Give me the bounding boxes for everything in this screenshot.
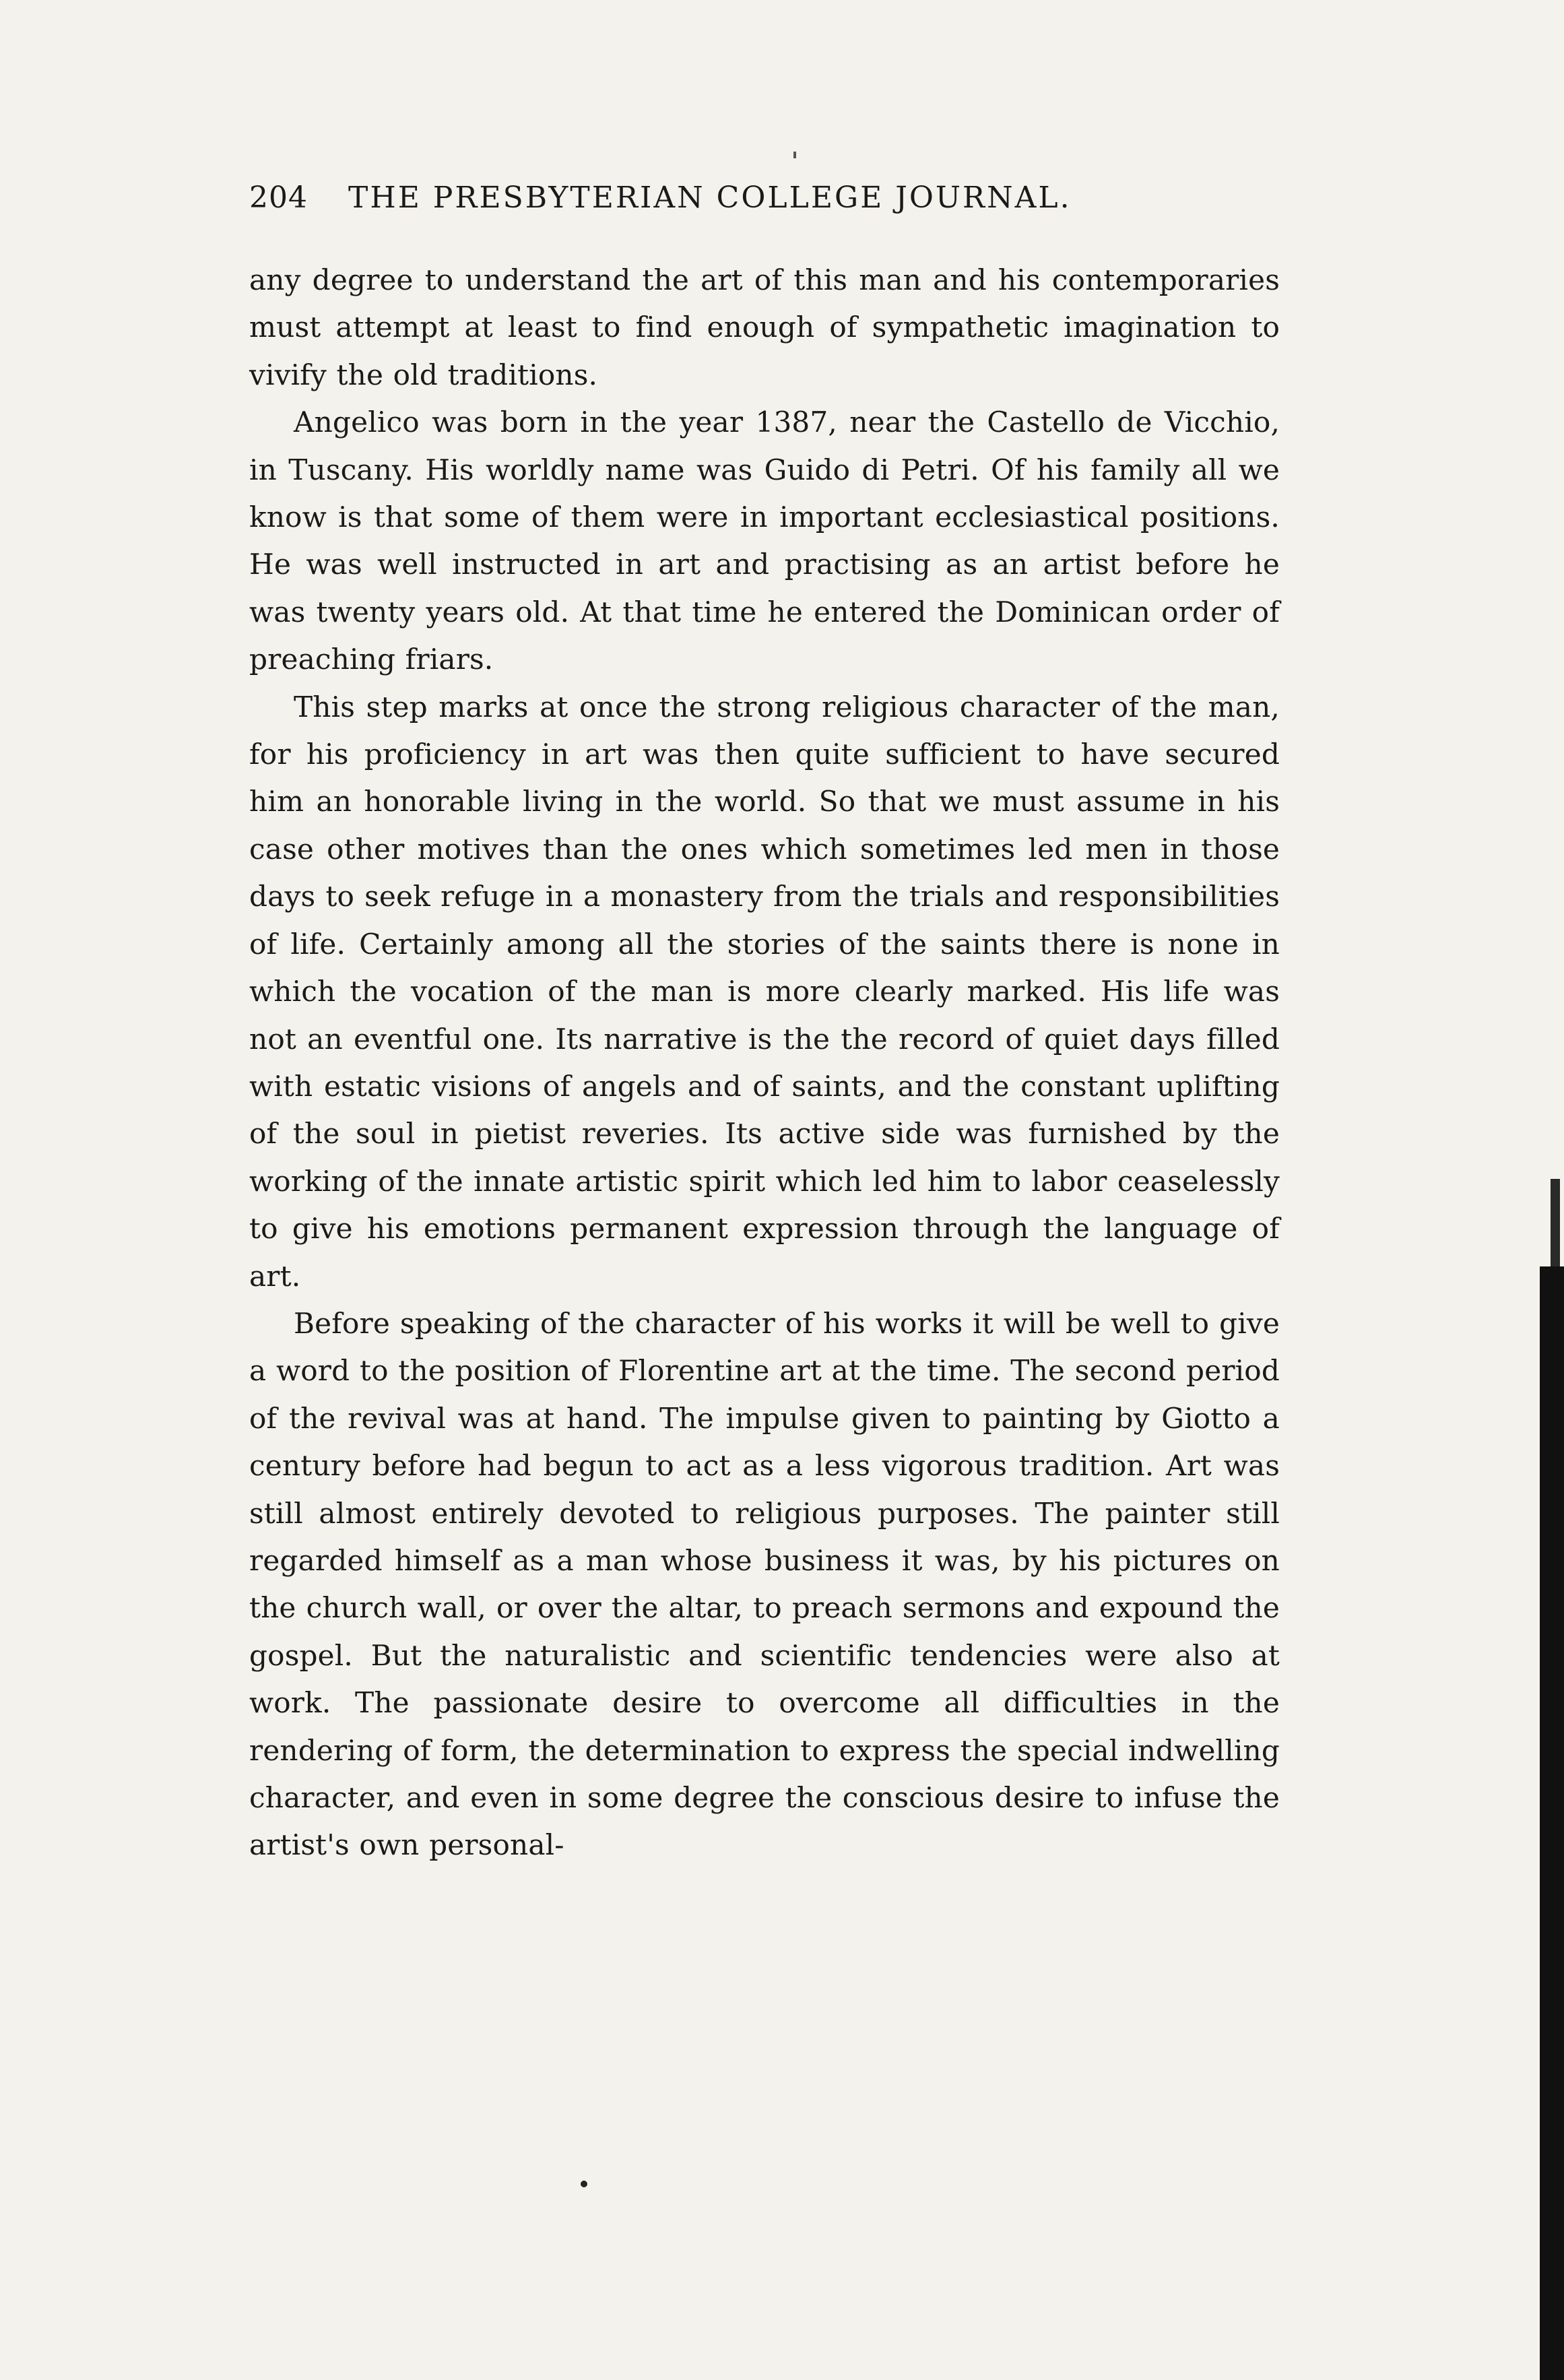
binding-edge-shadow: [1551, 1179, 1560, 1273]
running-header: [249, 181, 1280, 215]
binding-edge: [1540, 1266, 1564, 2380]
paragraph-religious-character: This step marks at once the strong religious character of the man, for his proficiency in art was then quite sufficient to have secured him an honorable living in the world. So that we must assume in his case other motives than the ones which sometimes led men in those days to seek refuge in a monastery from the trials and responsibilities of life. Certainly among all the stories of the saints there is none in which the vocation of the man is more clearly marked. His life was not an eventful one. Its narrative is the the record of quiet days filled with estatic visions of angels and of saints, and the constant uplifting of the soul in pietist reveries. Its active side was furnished by the working of the innate artistic spirit which led him to labor ceaselessly to give his emotions permanent expression through the language of art.: [249, 690, 1280, 1293]
ink-speck: [581, 2181, 587, 2187]
page-number: 204: [249, 181, 308, 215]
page-content: [249, 181, 1280, 1869]
journal-title: THE PRESBYTERIAN COLLEGE JOURNAL.: [348, 181, 1072, 215]
paragraph-angelico-birth: Angelico was born in the year 1387, near the Castello de Vicchio, in Tuscany. His worldly name was Guido di Petri. Of his family all we know is that some of them were in important ecclesiastical positions. He was well instructed in art and practising as an artist before he was twenty years old. At that time he entered the Dominican order of preaching friars.: [249, 406, 1280, 676]
ink-speck: [793, 152, 796, 158]
paragraph-florentine-art: Before speaking of the character of his works it will be well to give a word to the position of Florentine art at the time. The second period of the revival was at hand. The impulse given to painting by Giotto a century before had begun to act as a less vigorous tradition. Art was still almost entirely devoted to religious purposes. The painter still regarded himself as a man whose business it was, by his pictures on the church wall, or over the altar, to preach sermons and expound the gospel. But the naturalistic and scientific tendencies were also at work. The passionate desire to overcome all difficulties in the rendering of form, the determination to express the special indwelling character, and even in some degree the conscious desire to infuse the artist's own personal-: [249, 1306, 1280, 1862]
paragraph-continued: any degree to understand the art of this man and his contemporaries must attempt at least to find enough of sympathetic imagination to vivify the old traditions.: [249, 263, 1280, 391]
body-text: [249, 257, 1280, 1869]
